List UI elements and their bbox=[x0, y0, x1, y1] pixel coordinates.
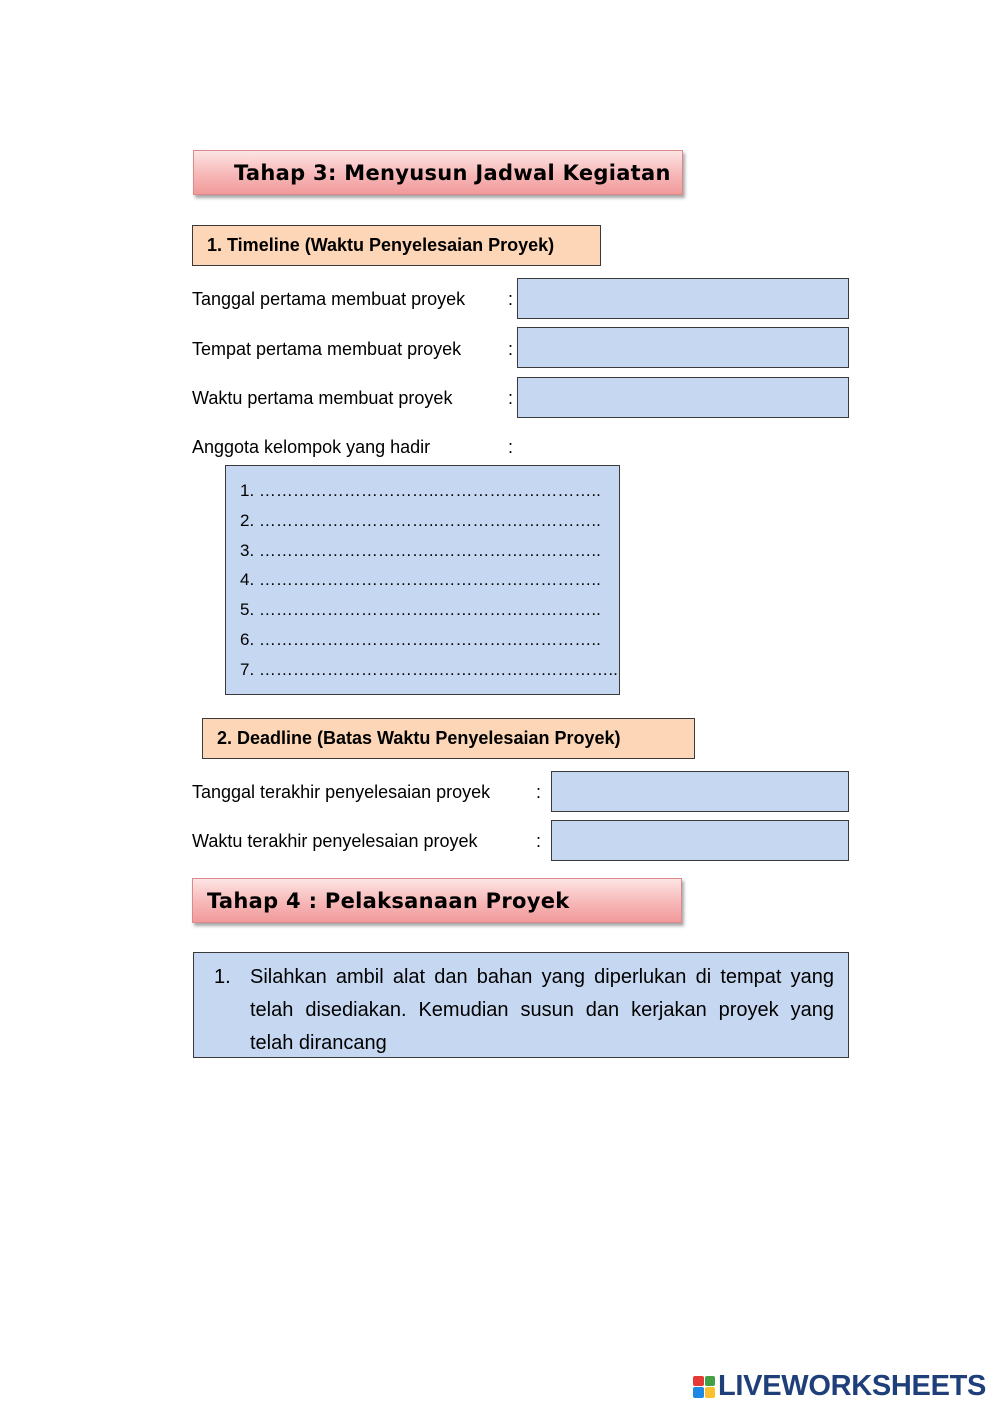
liveworksheets-logo bbox=[693, 1370, 986, 1403]
list-item: 1. …………………………..……………………….. bbox=[240, 481, 601, 500]
start-date-input[interactable] bbox=[517, 278, 849, 319]
list-item: 3. …………………………..……………………….. bbox=[240, 540, 601, 560]
end-date-input[interactable] bbox=[551, 771, 849, 812]
list-item: 7. …………………………..………………………….. bbox=[240, 659, 618, 679]
field-label-start-date: Tanggal pertama membuat proyek bbox=[192, 289, 466, 309]
deadline-header: 2. Deadline (Batas Waktu Penyelesaian Proyek) bbox=[202, 718, 695, 759]
field-colon: : bbox=[508, 437, 514, 457]
brand-name: LIVEWORKSHEETS bbox=[718, 1370, 987, 1402]
members-list[interactable] bbox=[225, 465, 620, 695]
stage4-title: Tahap 4 : Pelaksanaan Proyek bbox=[192, 878, 682, 923]
list-item: 2. …………………………..……………………….. bbox=[240, 510, 601, 530]
field-label-start-time: Waktu pertama membuat proyek bbox=[192, 388, 453, 408]
field-colon: : bbox=[508, 289, 514, 309]
end-time-input[interactable] bbox=[551, 820, 849, 861]
field-label-start-place: Tempat pertama membuat proyek bbox=[192, 339, 462, 359]
list-item: 5. …………………………..……………………….. bbox=[240, 600, 601, 620]
field-colon: : bbox=[536, 782, 542, 802]
instruction-number: 1. bbox=[214, 966, 231, 988]
field-colon: : bbox=[508, 339, 514, 359]
start-place-input[interactable] bbox=[517, 327, 849, 368]
liveworksheets-logo-icon bbox=[693, 1376, 715, 1398]
timeline-header: 1. Timeline (Waktu Penyelesaian Proyek) bbox=[192, 225, 601, 266]
list-item: 4. …………………………..……………………….. bbox=[240, 570, 601, 590]
list-item: 6. …………………………..……………………….. bbox=[240, 629, 601, 649]
field-colon: : bbox=[508, 388, 514, 408]
field-label-end-time: Waktu terakhir penyelesaian proyek bbox=[192, 831, 478, 851]
field-label-end-date: Tanggal terakhir penyelesaian proyek bbox=[192, 782, 491, 802]
instruction-box bbox=[193, 952, 849, 1058]
members-label: Anggota kelompok yang hadir bbox=[192, 437, 431, 457]
start-time-input[interactable] bbox=[517, 377, 849, 418]
field-colon: : bbox=[536, 831, 542, 851]
instruction-text: Silahkan ambil alat dan bahan yang diperlukan di tempat yang telah disediakan. Kemudian susun dan kerjakan proyek yang telah dirancang bbox=[250, 966, 834, 1054]
stage3-title: Tahap 3: Menyusun Jadwal Kegiatan bbox=[193, 150, 683, 195]
